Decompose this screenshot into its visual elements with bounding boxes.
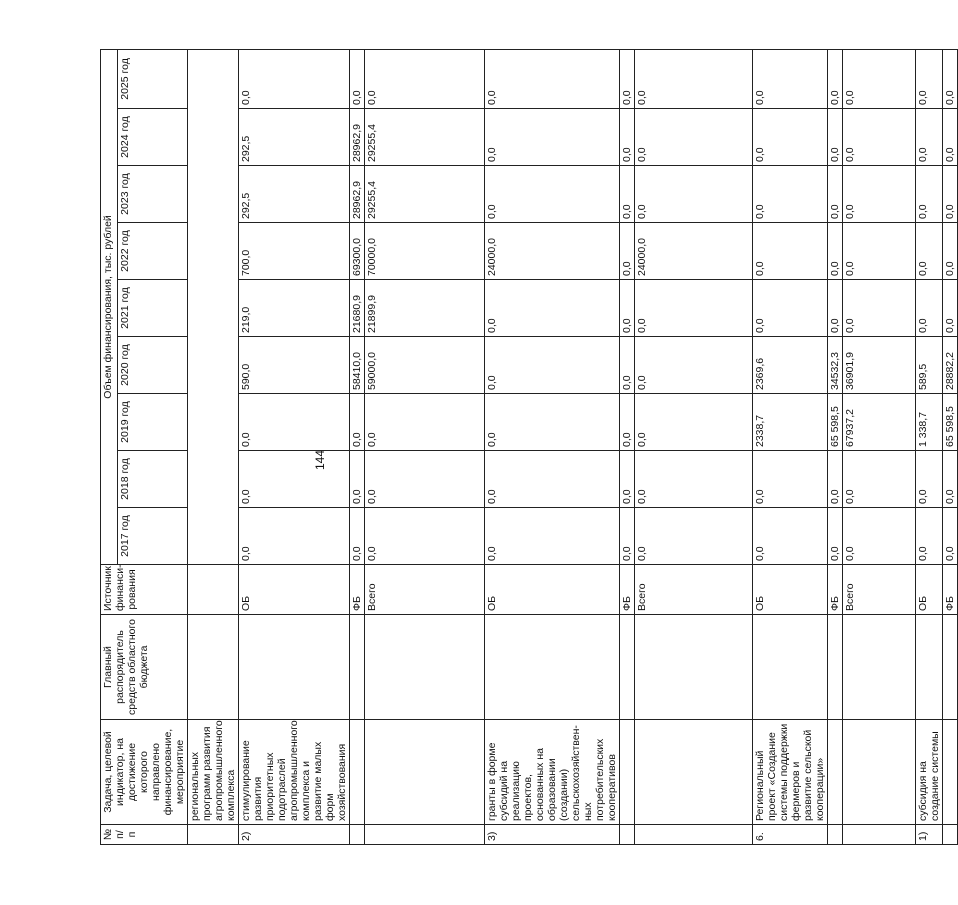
row-value: 0,0 [365, 508, 485, 565]
row-value: 292,5 [239, 109, 350, 166]
header-source: Источник финанси-рования [101, 565, 188, 615]
row-value: 65 598,5 [828, 394, 843, 451]
row-value: 0,0 [843, 280, 916, 337]
row-number [188, 825, 239, 845]
row-value: 0,0 [916, 280, 943, 337]
row-source: Всего [365, 565, 485, 615]
row-value: 0,0 [635, 280, 753, 337]
table-row [943, 49, 958, 844]
row-number [828, 825, 843, 845]
row-value: 67937,2 [843, 394, 916, 451]
row-value: 0,0 [239, 508, 350, 565]
row-number [943, 825, 958, 845]
table-row [635, 49, 753, 844]
row-value: 700,0 [239, 223, 350, 280]
row-value: 29255,4 [365, 166, 485, 223]
row-value: 0,0 [753, 49, 828, 108]
table-row [828, 49, 843, 844]
row-source: ФБ [828, 565, 843, 615]
row-value: 0,0 [916, 451, 943, 508]
row-value: 34532,3 [828, 337, 843, 394]
header-volume: Объем финансирования, тыс. рублей [101, 49, 118, 564]
table-row [620, 49, 635, 844]
row-task [365, 720, 485, 825]
row-value: 0,0 [943, 223, 958, 280]
row-value: 0,0 [635, 109, 753, 166]
row-task: стимулирование развития приоритетных подотраслей агропромышленного комплекса и развитие малых форм хозяйствования [239, 720, 350, 825]
row-value: 0,0 [239, 394, 350, 451]
row-task: гранты в форме субсидий на реализацию проектов, основанных на образовании (создании) сельскохозяйствен-ных потребительских кооперативов [485, 720, 620, 825]
row-value [188, 49, 239, 108]
row-value [188, 280, 239, 337]
row-value: 0,0 [485, 280, 620, 337]
row-value: 0,0 [620, 49, 635, 108]
row-value: 0,0 [916, 109, 943, 166]
row-value: 0,0 [843, 49, 916, 108]
header-year: 2025 год [117, 49, 187, 108]
header-task: Задача, целевой индикатор, на достижение которого направлено финансирование, мероприятие [101, 720, 188, 825]
row-value: 0,0 [843, 109, 916, 166]
row-value: 0,0 [485, 508, 620, 565]
header-year: 2017 год [117, 508, 187, 565]
row-value: 28882,2 [943, 337, 958, 394]
row-number: 6. [753, 825, 828, 845]
row-source: ОБ [485, 565, 620, 615]
page-number: 144 [313, 449, 327, 471]
row-value: 0,0 [828, 508, 843, 565]
row-value: 0,0 [485, 451, 620, 508]
row-source: ОБ [239, 565, 350, 615]
header-year: 2023 год [117, 166, 187, 223]
row-source: ФБ [943, 565, 958, 615]
row-number [350, 825, 365, 845]
row-value: 0,0 [753, 451, 828, 508]
row-admin [916, 615, 943, 720]
row-admin [828, 615, 843, 720]
row-value: 0,0 [485, 166, 620, 223]
row-task: региональных программ развития агропромышленного комплекса [188, 720, 239, 825]
row-number [843, 825, 916, 845]
row-task: Региональный проект «Создание системы поддержки фермеров и развитие сельской кооперации» [753, 720, 828, 825]
row-value: 0,0 [916, 166, 943, 223]
row-value: 29255,4 [365, 109, 485, 166]
row-value: 0,0 [635, 394, 753, 451]
header-year: 2020 год [117, 337, 187, 394]
row-value: 0,0 [365, 49, 485, 108]
row-admin [943, 615, 958, 720]
header-year: 2018 год [117, 451, 187, 508]
row-value: 292,5 [239, 166, 350, 223]
rotated-page [100, 50, 956, 845]
row-value: 70000,0 [365, 223, 485, 280]
row-admin [620, 615, 635, 720]
table-row [365, 49, 485, 844]
row-value: 28962,9 [350, 166, 365, 223]
row-source [188, 565, 239, 615]
row-value: 0,0 [620, 280, 635, 337]
row-value: 0,0 [943, 49, 958, 108]
row-value: 0,0 [635, 337, 753, 394]
row-task [843, 720, 916, 825]
table-row [188, 49, 239, 844]
row-value: 0,0 [239, 451, 350, 508]
row-value: 0,0 [828, 280, 843, 337]
row-value: 69300,0 [350, 223, 365, 280]
row-value: 0,0 [943, 280, 958, 337]
row-value: 2369,6 [753, 337, 828, 394]
row-value: 0,0 [635, 49, 753, 108]
row-source: ФБ [350, 565, 365, 615]
row-value: 0,0 [753, 109, 828, 166]
row-value: 0,0 [753, 280, 828, 337]
table-row [350, 49, 365, 844]
row-value: 0,0 [828, 451, 843, 508]
row-value: 0,0 [943, 109, 958, 166]
row-value: 2338,7 [753, 394, 828, 451]
row-value [188, 223, 239, 280]
row-value: 58410,0 [350, 337, 365, 394]
row-number: 1) [916, 825, 943, 845]
row-value: 0,0 [828, 109, 843, 166]
row-value: 0,0 [635, 508, 753, 565]
row-value: 0,0 [620, 166, 635, 223]
row-source: ОБ [916, 565, 943, 615]
row-value: 219,0 [239, 280, 350, 337]
table-row [753, 49, 828, 844]
row-value: 589,5 [916, 337, 943, 394]
row-task: субсидия на создание системы [916, 720, 943, 825]
row-value [188, 508, 239, 565]
row-value: 0,0 [635, 451, 753, 508]
row-value: 0,0 [485, 337, 620, 394]
row-source: ФБ [620, 565, 635, 615]
row-value: 0,0 [635, 166, 753, 223]
row-value: 0,0 [943, 508, 958, 565]
row-value: 0,0 [843, 223, 916, 280]
row-value: 0,0 [916, 223, 943, 280]
row-value: 0,0 [828, 166, 843, 223]
row-task [620, 720, 635, 825]
row-value: 0,0 [350, 394, 365, 451]
row-value: 0,0 [843, 508, 916, 565]
row-value [188, 451, 239, 508]
row-number: 2) [239, 825, 350, 845]
row-admin [753, 615, 828, 720]
table-header [101, 49, 188, 844]
row-task [635, 720, 753, 825]
row-value: 0,0 [350, 508, 365, 565]
row-value: 0,0 [620, 109, 635, 166]
row-source: Всего [635, 565, 753, 615]
row-value: 0,0 [350, 451, 365, 508]
row-value: 0,0 [753, 508, 828, 565]
row-value: 590,0 [239, 337, 350, 394]
row-number [365, 825, 485, 845]
row-value: 21680,9 [350, 280, 365, 337]
row-value: 0,0 [620, 451, 635, 508]
row-admin [188, 615, 239, 720]
row-value: 36901,9 [843, 337, 916, 394]
header-year: 2019 год [117, 394, 187, 451]
table-row [239, 49, 350, 844]
row-admin [350, 615, 365, 720]
row-admin [635, 615, 753, 720]
row-value: 0,0 [916, 508, 943, 565]
row-value: 24000,0 [635, 223, 753, 280]
row-value [188, 394, 239, 451]
row-value: 1 338,7 [916, 394, 943, 451]
table-body [188, 49, 958, 844]
row-value [188, 166, 239, 223]
row-value: 0,0 [485, 49, 620, 108]
row-value: 0,0 [485, 394, 620, 451]
row-admin [843, 615, 916, 720]
header-year: 2024 год [117, 109, 187, 166]
row-value [188, 337, 239, 394]
row-value: 0,0 [828, 49, 843, 108]
row-admin [485, 615, 620, 720]
row-task [828, 720, 843, 825]
financing-table [100, 49, 958, 845]
row-value: 0,0 [365, 451, 485, 508]
table-row [843, 49, 916, 844]
row-value: 0,0 [620, 394, 635, 451]
header-num: № п/п [101, 825, 188, 845]
row-value: 0,0 [620, 223, 635, 280]
row-source: Всего [843, 565, 916, 615]
table-row [916, 49, 943, 844]
row-value: 0,0 [843, 166, 916, 223]
row-number: 3) [485, 825, 620, 845]
row-number [620, 825, 635, 845]
row-value: 24000,0 [485, 223, 620, 280]
row-value: 65 598,5 [943, 394, 958, 451]
row-number [635, 825, 753, 845]
row-source: ОБ [753, 565, 828, 615]
row-value: 59000,0 [365, 337, 485, 394]
row-value: 21899,9 [365, 280, 485, 337]
row-value: 0,0 [365, 394, 485, 451]
table-row [485, 49, 620, 844]
row-value: 0,0 [485, 109, 620, 166]
row-value: 0,0 [843, 451, 916, 508]
row-value: 0,0 [916, 49, 943, 108]
row-value: 0,0 [620, 508, 635, 565]
row-value: 0,0 [943, 451, 958, 508]
row-value: 0,0 [943, 166, 958, 223]
header-year: 2021 год [117, 280, 187, 337]
row-value: 0,0 [753, 223, 828, 280]
header-year: 2022 год [117, 223, 187, 280]
row-value [188, 109, 239, 166]
row-admin [365, 615, 485, 720]
row-value: 0,0 [350, 49, 365, 108]
row-value: 0,0 [828, 223, 843, 280]
row-task [943, 720, 958, 825]
row-admin [239, 615, 350, 720]
row-task [350, 720, 365, 825]
row-value: 28962,9 [350, 109, 365, 166]
row-value: 0,0 [620, 337, 635, 394]
header-admin: Главный распорядитель средств областного бюджета [101, 615, 188, 720]
row-value: 0,0 [753, 166, 828, 223]
row-value: 0,0 [239, 49, 350, 108]
